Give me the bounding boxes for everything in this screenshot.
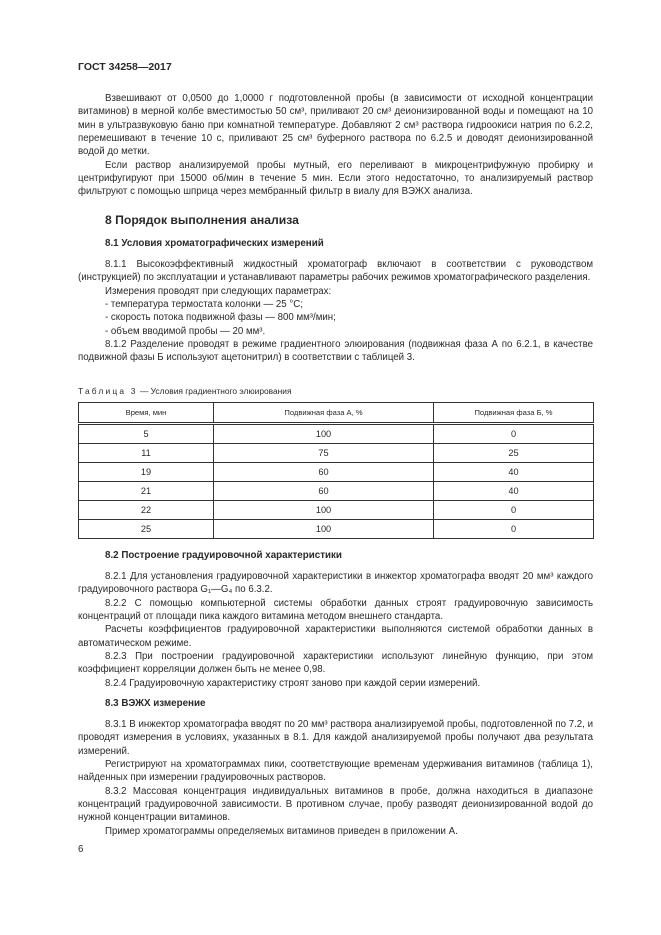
cell: 0 — [434, 520, 594, 539]
cell: 100 — [214, 520, 434, 539]
cell: 25 — [434, 444, 594, 463]
section-8-title: 8 Порядок выполнения анализа — [105, 213, 299, 227]
paragraph: 8.2.4 Градуировочную характеристику строят заново при каждой серии измерений. — [105, 677, 481, 689]
paragraph: 8.1.1 Высокоэффективный жидкостный хроматограф включают в соответствии с руководством (инструкцией) по эксплуатации и устанавливают параметры рабочих режимов хроматографического разделения. — [78, 259, 593, 284]
table-row — [79, 463, 594, 482]
section-8-3-text — [78, 718, 593, 838]
cell: 60 — [214, 463, 434, 482]
cell: 100 — [214, 501, 434, 520]
column-header: Время, мин — [79, 403, 214, 424]
table-caption-text: — Условия градиентного элюирования — [137, 386, 292, 396]
list-item: - температура термостата колонки — 25 °С; — [105, 299, 303, 311]
page-number: 6 — [78, 844, 84, 855]
column-header: Подвижная фаза Б, % — [434, 403, 594, 424]
gradient-table — [78, 402, 594, 539]
paragraph: 8.3.1 В инжектор хроматографа вводят по 20 мм³ раствора анализируемой пробы, подготовленной по 7.2, и проводят измерения в условиях, указанных в 8.1. Для каждой анализируемой пробы получают два результата измерений. — [78, 719, 593, 757]
section-8-2-title: 8.2 Построение градуировочной характеристики — [105, 550, 342, 561]
column-header: Подвижная фаза А, % — [214, 403, 434, 424]
list-item: - скорость потока подвижной фазы — 800 мм³/мин; — [105, 312, 336, 324]
paragraph: 8.3.2 Массовая концентрация индивидуальных витаминов в пробе, должна находиться в диапазоне концентраций градуировочной зависимости. В противном случае, пробу разводят деионизированной водой до нужной концентрации витаминов. — [78, 785, 593, 824]
list-item: - объем вводимой пробы — 20 мм³. — [105, 325, 266, 337]
cell: 100 — [214, 424, 434, 444]
table-row — [79, 520, 594, 539]
paragraph: 8.2.3 При построении градуировочной характеристики используют линейную функцию, при этом коэффициент корреляции должен быть не менее 0,98. — [78, 651, 593, 676]
cell: 0 — [434, 501, 594, 520]
table-caption-prefix: Таблица 3 — [78, 386, 138, 396]
paragraph: Взвешивают от 0,0500 до 1,0000 г подготовленной пробы (в зависимости от исходной концентрации витаминов) в мерной колбе вместимостью 50 см³, приливают 20 см³ деионизированной воды и помещают на 10 мин в ультразвуковую баню при комнатной температуре. Добавляют 2 см³ раствора гидроокиси натрия по 6.2.2, перемешивают в течение 10 с, приливают 25 см³ буферного раствора по 6.2.5 и доводят деионизированной водой до метки. — [78, 93, 593, 158]
cell: 75 — [214, 444, 434, 463]
paragraph: 8.1.2 Разделение проводят в режиме градиентного элюирования (подвижная фаза А по 6.2.1, в качестве подвижной фазы Б используют ацетонитрил) в соответствии с таблицей 3. — [78, 339, 593, 364]
table-row — [79, 424, 594, 444]
section-8-1-text — [78, 258, 593, 365]
table-row — [79, 444, 594, 463]
table-header-row — [79, 403, 594, 424]
cell: 11 — [79, 444, 214, 463]
paragraph: Если раствор анализируемой пробы мутный, его переливают в микроцентрифужную пробирку и центрифугируют при 15000 об/мин в течение 5 мин. Если этого недостаточно, то анализируемый раствор фильтруют с помощью шприца через мембранный фильтр в виалу для ВЭЖХ анализа. — [78, 159, 593, 198]
cell: 40 — [434, 482, 594, 501]
paragraph: 8.2.2 С помощью компьютерной системы обработки данных строят градуировочную зависимость концентраций от площади пика каждого витамина методом внешнего стандарта. — [78, 597, 593, 623]
paragraph: Пример хроматограммы определяемых витаминов приведен в приложении А. — [105, 825, 458, 837]
cell: 22 — [79, 501, 214, 520]
cell: 25 — [79, 520, 214, 539]
cell: 60 — [214, 482, 434, 501]
cell: 21 — [79, 482, 214, 501]
section-8-3-title: 8.3 ВЭЖХ измерение — [105, 698, 206, 709]
paragraph: 8.2.1 Для установления градуировочной характеристики в инжектор хроматографа вводят 20 мм³ каждого градуировочного раствора G₁—G₄ по 6.3.2. — [78, 571, 593, 596]
paragraph: Измерения проводят при следующих параметрах: — [105, 285, 332, 297]
section-8-2-text — [78, 570, 593, 690]
document-id-header: ГОСТ 34258—2017 — [78, 61, 172, 73]
table-row — [79, 482, 594, 501]
table-caption — [78, 386, 292, 396]
section-8-1-title: 8.1 Условия хроматографических измерений — [105, 238, 324, 249]
paragraph: Регистрируют на хроматограммах пики, соответствующие временам удерживания витаминов (таблица 1), найденных при измерении градуировочных растворов. — [78, 759, 593, 784]
cell: 40 — [434, 463, 594, 482]
table-row — [79, 501, 594, 520]
cell: 5 — [79, 424, 214, 444]
intro-text — [78, 92, 593, 199]
paragraph: Расчеты коэффициентов градуировочной характеристики выполняются системой обработки данных в автоматическом режиме. — [78, 624, 593, 649]
cell: 19 — [79, 463, 214, 482]
cell: 0 — [434, 424, 594, 444]
